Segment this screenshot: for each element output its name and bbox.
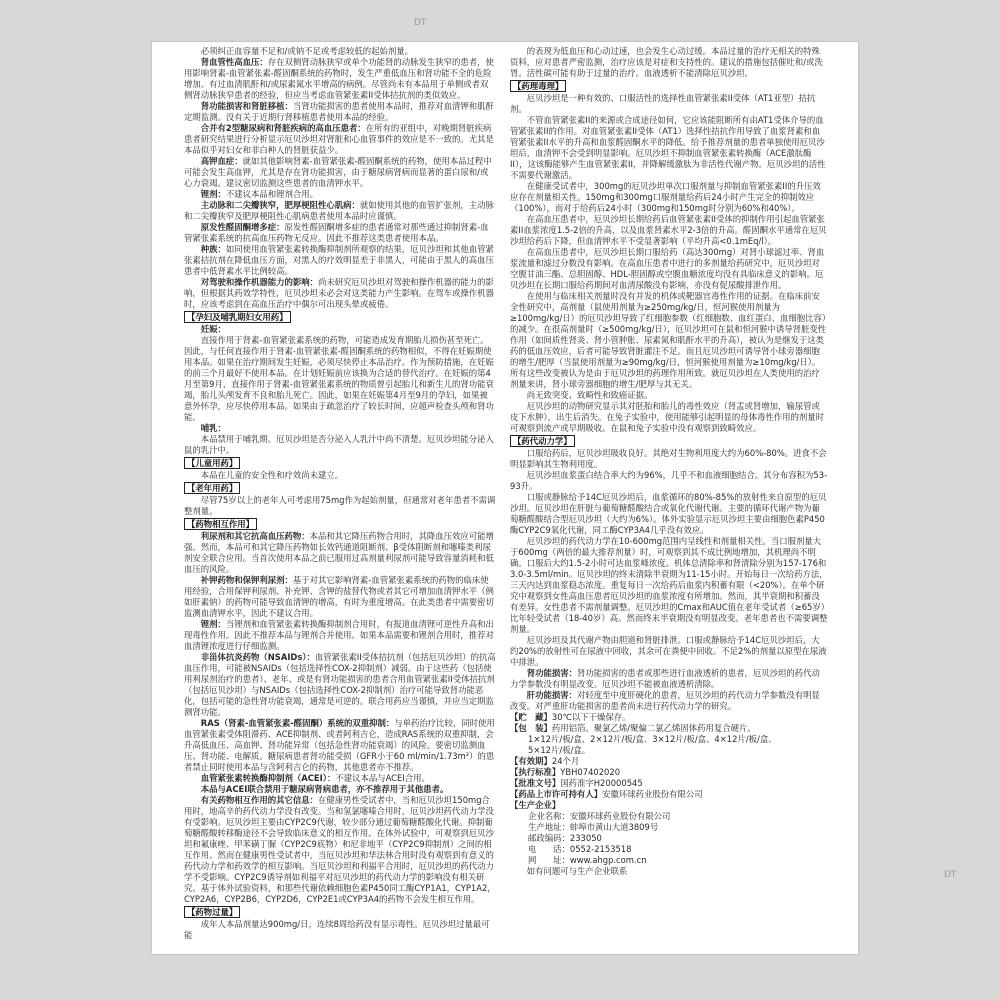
paragraph-lead: RAS（肾素-血管紧张素-醛固酮）系统的双重抑制： xyxy=(200,718,395,728)
right-column-item: 在健康受试者中，300mg的厄贝沙坦单次口服剂量与抑制血管紧张素II的升压效应存在剂量相关性。150mg和300mg口服剂量给药后24小时产生完全的抑制效应（100%），而对于给药后24小时（300mg和150mg时分别为60%和40%）。 xyxy=(510,181,821,213)
paragraph-lead: 肝功能损害： xyxy=(526,690,578,700)
right-column-item: 在使用与临床相关剂量时没有并发的机体或靶器官毒性作用的证据。在临床前安全性研究中，高剂量（鼠使用剂量为≥250mg/kg/日，恒河猴使用剂量为≥100mg/kg/日）的厄贝沙坦导致了红细胞参数（红细胞数、血红蛋白、血细胞比容）的减少。在很高剂量时（≥500mg/kg/日），厄贝沙坦可在鼠和恒河猴中诱导肾脏变性作用（如间质性肾炎、肾小管肿胀、尿素氮和肌酐水平的升高），被认为是继发于这类药的低血压效应，后者可能导致肾脏灌注不足。而且厄贝沙坦可诱导肾小球旁器细胞的增生/肥厚（当鼠使用剂量为≥90mg/kg/日，恒河猴使用剂量为≥10mg/kg/日）。所有这些改变被认为是由于厄贝沙坦的药理作用所致。就厄贝沙坦在人类使用的治疗剂量来讲，肾小球旁器细胞的增生/肥厚与其无关。 xyxy=(510,291,827,389)
paragraph-lead: 利尿剂和其它抗高血压药物： xyxy=(200,531,310,541)
left-column-item: 利尿剂和其它抗高血压药物：本品和其它降压药物合用时，其降血压效应可能增强。然而，本品可和其它降压药物如长效钙通道阻断剂、β受体阻断剂和噻嗪类利尿剂安全联合应用。当首次使用本品之前已服用过高剂量利尿剂可能导致容量消耗和低血压的风险。 xyxy=(184,531,494,574)
section-heading: 【药理毒理】 xyxy=(510,80,566,92)
left-text-column xyxy=(184,46,496,948)
right-column-item: 在高血压患者中，厄贝沙坦长期口服给药（高达300mg）对肾小球滤过率、肾血浆流量和滤过分数没有影响。在高血压患者中进行的多剂量给药研究中，厄贝沙坦对空腹甘油三酯、总胆固醇、HDL-胆固醇或空腹血糖浓度均没有具临床意义的影响。厄贝沙坦在长期口服给药期间对血清尿酸没有影响，亦没有促尿酸排泄作用。 xyxy=(510,247,825,290)
right-column-item: 肝功能损害：对轻度至中度肝硬化的患者，厄贝沙坦的药代动力学参数没有明显改变。对严重肝功能损害的患者尚未进行药代动力学的研究。 xyxy=(510,690,820,711)
field-label: 【贮 藏】 xyxy=(510,712,552,722)
right-column-item: 电 话：0552-2153518 xyxy=(528,844,632,854)
left-column-item: 肾血管性高血压：存在双侧肾动脉狭窄或单个功能肾的动脉发生狭窄的患者，使用影响肾素-血管紧张素-醛固酮系统的药物时，发生严重低血压和肾功能不全的危险增加。有过血清肌酐和/或尿素氮水平增高的病例。尽管尚未有本品用于单侧或者双侧肾动脉狭窄患者的经验，但应当考虑血管紧张素II受体拮抗剂的类似效应。 xyxy=(184,57,494,100)
field-value: 国药准字H20000545 xyxy=(560,778,643,788)
section-heading: 【老年用药】 xyxy=(184,482,240,494)
paragraph-lead: 合并有2型糖尿病和肾脏疾病的高血压患者： xyxy=(200,123,366,133)
right-column-item xyxy=(510,79,828,93)
left-column-item: 必须纠正血容量不足和/或钠不足或考虑较低的起始剂量。 xyxy=(200,46,413,56)
paragraph-lead: 有关药物相互作用的其它信息： xyxy=(200,795,319,805)
field-label: 【包 装】 xyxy=(510,723,552,733)
field-label: 【执行标准】 xyxy=(510,767,561,777)
left-column-item xyxy=(184,456,496,470)
left-column-item: 非甾体抗炎药物（NSAIDs）：血管紧张素II受体拮抗剂（包括厄贝沙坦）的抗高血压作用，可能被NSAIDs（包括选择性COX-2抑制剂）减弱。由于这些药（包括使用利尿剂治疗的患者）、老年、或是有肾功能损害的患者合用血管紧张素II受体拮抗剂（包括厄贝沙坦）与NSAIDs（包括选择性COX-2抑制剂）治疗可能导致肾功能恶化，包括可能的急性肾功能衰竭，通常是可逆的。联合用药应当谨慎，并应当定期监测肾功能。 xyxy=(184,652,496,717)
section-heading: 【儿童用药】 xyxy=(184,457,240,469)
paragraph-lead: 原发性醛固酮增多症： xyxy=(200,222,285,232)
right-column-item: 不管血管紧张素II的来源或合成途径如何，它应该能阻断所有由AT1受体介导的血管紧张素II的作用。对血管紧张素II受体（AT1）选择性拮抗作用导致了血浆肾素和血管紧张素II水平的升高和血浆醛固酮水平的降低。给予推荐剂量的患者单独使用厄贝沙坦后，血清钾不会受到明显影响。厄贝沙坦不抑制血管紧张素转换酶（ACE激肽酶II），这该酶能够产生血管紧张素II，并降解缓激肽为非活性代谢产物。厄贝沙坦的活性不需要代谢激活。 xyxy=(510,115,826,180)
right-column-item xyxy=(510,434,828,448)
left-column-item xyxy=(184,310,496,324)
right-column-item: 厄贝沙坦的动物研究显示其对胚胎和胎儿的毒性效应（肾盂或肾增加，输尿管或皮下水肿），出生后消失。在兔子实验中，使用能够引起明显的母体毒性作用的剂量时可观察到流产或早期吸收。在鼠和兔子实验中没有观察到致畸效应。 xyxy=(510,401,825,433)
right-column-item xyxy=(510,723,828,734)
right-column-item: 口服或静脉给予14C厄贝沙坦后，血浆循环的80%-85%的放射性来自原型的厄贝沙坦。厄贝沙坦在肝脏与葡萄糖醛酸结合或氧化代谢代谢。主要的循环代谢产物为葡萄糖醛酸结合型厄贝沙坦（大约为6%）。体外实验显示厄贝沙坦主要由细胞色素P450酶CYP2C9氧化代谢，同工酶CYP3A4几乎没有效应。 xyxy=(510,492,827,535)
right-column-item: 厄贝沙坦是一种有效的、口服活性的选择性血管紧张素II受体（AT1亚型）拮抗剂。 xyxy=(510,93,816,114)
left-column-item: 本品在儿童的安全性和疗效尚未建立。 xyxy=(200,470,344,480)
left-column-item: 合并有2型糖尿病和肾脏疾病的高血压患者：在所有的亚组中，对晚期肾脏疾病患者研究结果进行分析显示厄贝沙坦对肾脏和心血管事件的效应是不一致的。尤其是本品似乎对妇女和非白种人的肾脏获益少。 xyxy=(184,123,494,155)
right-column-item: 网 址：www.ahgp.com.cn xyxy=(528,855,647,865)
paragraph-lead: 锂剂： xyxy=(200,189,226,199)
paragraph-lead: 血管紧张素转换酶抑制剂（ACEI）： xyxy=(200,773,336,783)
right-column-item: 邮政编码：233050 xyxy=(528,833,602,843)
right-column-item: 如有问题可与生产企业联系 xyxy=(526,866,628,876)
right-column-item: 1×12片/板/盒、2×12片/板/盒、3×12片/板/盒、4×12片/板/盒、 xyxy=(528,734,777,744)
left-column-item: 尽管75岁以上的老年人可考虑用75mg作为起始剂量，但通常对老年患者不需调整剂量。 xyxy=(184,495,496,516)
package-insert-sheet xyxy=(152,42,858,954)
right-column-item xyxy=(510,756,828,767)
left-column-item: 本品禁用于哺乳期。厄贝沙坦是否分泌入人乳汁中尚不清楚。厄贝沙坦能分泌入鼠的乳汁中。 xyxy=(184,434,494,455)
field-label: 【有效期】 xyxy=(510,756,552,766)
field-value: 24个月 xyxy=(551,756,580,766)
field-value: YBH07402020 xyxy=(560,767,621,777)
right-column-item xyxy=(510,712,828,723)
right-column-item: 厄贝沙坦的药代动力学在10-600mg范围内呈线性和剂量相关性。当口服剂量大于600mg（两倍的最大推荐剂量）时，可观察到其不成比例地增加，其机理尚不明确。口服后大约1.5-2小时可达血浆峰浓度。机体总清除率和肾清除分别为157-176和3.0-3.5ml/min。厄贝沙坦的终末清除半衰期为11-15小时。开始每日一次给药方法，三天内达到血浆稳态浓度。重复每日一次给药后血浆内积蓄有限（<20%）。在单个研究中观察到女性高血压患者厄贝沙坦的血浆浓度有所增加。然而，其半衰期和积蓄没有差异。女性患者不需剂量调整。厄贝沙坦的Cmax和AUC值在老年受试者（≥65岁）比年轻受试者（18-40岁）高。然而终末半衰期没有明显改变。老年患者也不需要调整剂量。 xyxy=(510,536,828,634)
paragraph-lead: 妊娠： xyxy=(200,324,226,334)
paragraph-lead: 肾功能损害： xyxy=(526,668,578,678)
field-label: 【药品上市许可持有人】 xyxy=(510,789,603,799)
right-column-item: 肾功能损害：肾功能损害的患者或那些进行血液透析的患者，厄贝沙坦的药代动力学参数没有明显改变。厄贝沙坦不能被血液透析清除。 xyxy=(510,668,820,689)
left-column-item: 肾功能损害和肾脏移植：当肾功能损害的患者使用本品时，推荐对血清钾和肌酐定期监测。没有关于近期行肾移植患者使用本品的经验。 xyxy=(184,101,494,122)
right-column-item: 5×12片/板/盒。 xyxy=(528,745,591,755)
paragraph-lead: 主动脉和二尖瓣狭窄，肥厚梗阻性心肌病： xyxy=(200,200,360,210)
paragraph-lead: 非甾体抗炎药物（NSAIDs）： xyxy=(200,652,315,662)
right-column-item: 在高血压患者中，厄贝沙坦长期给药后血管紧张素II受体的抑制作用引起血管紧张素II血浆浓度1.5-2倍的升高，以及血浆肾素水平2-3倍的升高。醛固酮水平通常在厄贝沙坦给药后下降，但血清钾水平不受显著影响（平均升高<0.1mEq/l）。 xyxy=(510,214,827,246)
right-column-item: 口服给药后，厄贝沙坦吸收良好。其绝对生物利用度大约为60%-80%。进食不会明显影响其生物利用度。 xyxy=(510,448,827,469)
right-column-item: 企业名称：安徽环球药业股份有限公司 xyxy=(528,811,671,821)
left-column-item xyxy=(184,423,496,434)
paragraph-lead: 高钾血症： xyxy=(200,156,243,166)
right-column-item: 生产地址：蚌埠市黄山大道3809号 xyxy=(528,822,659,832)
right-column-item xyxy=(510,767,828,778)
paragraph-lead: 肾血管性高血压： xyxy=(200,57,268,67)
paragraph-lead: 哺乳： xyxy=(200,423,226,433)
field-value: 药用铝箔、聚氯乙烯/聚偏二氯乙烯固体药用复合硬片。 xyxy=(551,723,756,733)
section-heading: 【药代动力学】 xyxy=(510,435,575,447)
paragraph-lead: 种族： xyxy=(200,244,226,254)
paragraph-lead: 对驾驶和操作机器能力的影响： xyxy=(200,277,319,287)
left-column-item: 锂剂：不建议本品和锂剂合用。 xyxy=(200,189,319,199)
left-column-item: 对驾驶和操作机器能力的影响：尚未研究厄贝沙坦对驾驶和操作机器的能力的影响，但根据其药效学特性，厄贝沙坦未必会对这类能力产生影响。在驾车或操作机器时，应该考虑到在高血压治疗中偶尔可出现头晕或疲倦。 xyxy=(184,277,494,309)
left-column-item: 直接作用于肾素-血管紧张素系统的药物，可能造成发育期胎儿损伤甚至死亡。因此，与任何直接作用于肾素-血管紧张素-醛固酮系统的药物相似，不得在妊娠期使用本品。如果在治疗期间发生妊娠，必须尽快停止本品治疗。作为预防措施，在妊娠的前三个月最好不使用本品。在计划妊娠前应该换为合适的替代治疗。在妊娠的第4月至第9月，直接作用于肾素-血管紧张素系统的物质曾引起胎儿和新生儿的肾功能衰竭，胎儿头颅发育不良和胎儿死亡。因此，如果在妊娠第4月至9月的孕妇，如果被意外怀孕，应尽快停用本品。如果由于疏忽治疗了较长时间，应超声检查头颅和肾功能。 xyxy=(184,335,494,422)
watermark-right: DT xyxy=(944,870,957,880)
left-column-item: 原发性醛固酮增多症：原发性醛固酮增多症的患者通常对那些通过抑制肾素-血管紧张素系统的抗高血压药物无反应。因此不推荐这类患者使用本品。 xyxy=(184,222,489,243)
right-column-item xyxy=(510,800,828,811)
left-column-item: 主动脉和二尖瓣狭窄，肥厚梗阻性心肌病：就如使用其他的血管扩张剂，主动脉和二尖瓣狭窄及肥厚梗阻性心肌病患者使用本品时应谨慎。 xyxy=(184,200,494,221)
left-column-item: 锂剂：当锂剂和血管紧张素转换酶抑制剂合用时，有报道血清锂可逆性升高和出现毒性作用。因此不推荐本品与锂剂合并使用。如果本品需要和锂剂合用时，推荐对血清锂浓度进行仔细监测。 xyxy=(184,619,494,651)
watermark-top: DT xyxy=(414,18,427,28)
left-column-item xyxy=(184,905,496,919)
paragraph-lead: 肾功能损害和肾脏移植： xyxy=(200,101,293,111)
left-column-item xyxy=(184,324,496,335)
field-value: 30℃以下干燥保存。 xyxy=(551,712,631,722)
field-label: 【批准文号】 xyxy=(510,778,561,788)
right-column-item: 尚无致突变、致畸性和致癌证据。 xyxy=(526,390,653,400)
right-column-item xyxy=(510,789,828,800)
left-column-item: 种族：如同使用血管紧张素转换酶抑制剂所观察的结果，厄贝沙坦和其他血管紧张素拮抗剂在降低血压方面，对黑人的疗效明显差于非黑人，可能由于黑人的高血压患者中低肾素水平比例较高。 xyxy=(184,244,494,276)
left-column-item xyxy=(184,784,496,795)
right-column-item xyxy=(510,778,828,789)
right-column-item: 厄贝沙坦血浆蛋白结合率大约为96%，几乎不和血液细胞结合。其分布容积为53-93升。 xyxy=(510,470,828,491)
right-column-item: 的表现为低血压和心动过速，也会发生心动过缓。本品过量的治疗无相关的特殊资料，应对患者严密监测，治疗应该是对症和支持性的。建议的措施包括催吐和/或洗胃。活性碳可能有助于过量的治疗。血液透析不能清除厄贝沙坦。 xyxy=(510,46,823,78)
section-heading: 【药物过量】 xyxy=(184,906,240,918)
left-column-item: 有关药物相互作用的其它信息：在健康男性受试者中，当和厄贝沙坦150mg合用时，地高辛的药代动力学没有改变。当和氢氯噻嗪合用时，厄贝沙坦药代动力学没有受影响。厄贝沙坦主要由CYP2C9代谢，较少部分通过葡萄糖醛酸化代谢。抑制葡萄糖醛酸转移酶途径不会导致临床意义的相互作用。在体外试验中，可观察到厄贝沙坦和氟康唑、甲苯磺丁脲（CYP2C9底物）和尼非地平（CYP2C9抑制剂）之间的相互作用。然而在健康男性受试者中，当厄贝沙坦和华法林合用时没有观察到有意义的药代动力学和药效学的相互影响。当厄贝沙坦和利福平合用时，厄贝沙坦的药代动力学不受影响。CYP2C9诱导剂如利福平对厄贝沙坦的药代动力学的影响没有相关研究。基于体外试验资料，和那些代谢依赖细胞色素P450同工酶CYP1A1，CYP1A2，CYP2A6，CYP2B6，CYP2D6，CYP2E1或CYP3A4的药物不会发生相互作用。 xyxy=(184,795,496,904)
section-heading: 【药物相互作用】 xyxy=(184,518,257,530)
paragraph-lead: 本品与ACEI联合禁用于糖尿病肾病患者，亦不推荐用于其他患者。 xyxy=(200,784,449,794)
left-column-item: RAS（肾素-血管紧张素-醛固酮）系统的双重抑制：与单药治疗比较，同时使用血管紧张素受体阻滞药、ACE抑制剂、或者阿利吉仑，造成RAS系统的双重抑制，会升高低血压、高血钾、肾功能异常（包括急性肾功能衰竭）的风险。要密切监测血压、肾功能、电解质。糖尿病患者肾功能受损（GFR小于60 ml/min/1.73m²）的患者禁止同时使用本品与含阿利吉仑的药物，其他患者亦不推荐。 xyxy=(184,718,495,772)
left-column-item: 补钾药物和保钾利尿剂：基于对其它影响肾素-血管紧张素系统的药物的临床使用经验，合用保钾利尿剂、补充钾、含钾的盐替代物或者其它可增加血清钾水平（例如肝素钠）的药物可能导致血清钾的增高，有时为重度增高。在此类患者中需要密切监测血清钾水平，因此不建议合用。 xyxy=(184,575,494,618)
left-column-item: 血管紧张素转换酶抑制剂（ACEI）：不建议本品与ACEI合用。 xyxy=(200,773,430,783)
section-heading: 【孕妇及哺乳期妇女用药】 xyxy=(184,311,291,323)
left-column-item: 高钾血症：就如其他影响肾素-血管紧张素-醛固酮系统的药物，使用本品过程中可能会发生高血钾，尤其是存在肾功能损害，由于糖尿病肾病而显著的蛋白尿和/或心力衰竭。建议密切监测这些患者的血清钾水平。 xyxy=(184,156,492,188)
right-column-item: 厄贝沙坦及其代谢产物由胆道和肾脏排泄。口服或静脉给予14C厄贝沙坦后，大约20%的放射性可在尿液中回收，其余可在粪便中回收。不足2%的剂量以原型在尿液中排泄。 xyxy=(510,635,827,667)
left-column-item: 成年人本品剂量达900mg/日，连续8周给药没有显示毒性。厄贝沙坦过量最可能 xyxy=(184,919,490,940)
left-column-item xyxy=(184,481,496,495)
paragraph-lead: 锂剂： xyxy=(200,619,226,629)
field-label: 【生产企业】 xyxy=(510,800,561,810)
right-text-column xyxy=(510,46,828,948)
paragraph-lead: 补钾药物和保钾利尿剂： xyxy=(200,575,293,585)
left-column-item xyxy=(184,517,496,531)
field-value: 安徽环球药业股份有限公司 xyxy=(602,789,703,799)
